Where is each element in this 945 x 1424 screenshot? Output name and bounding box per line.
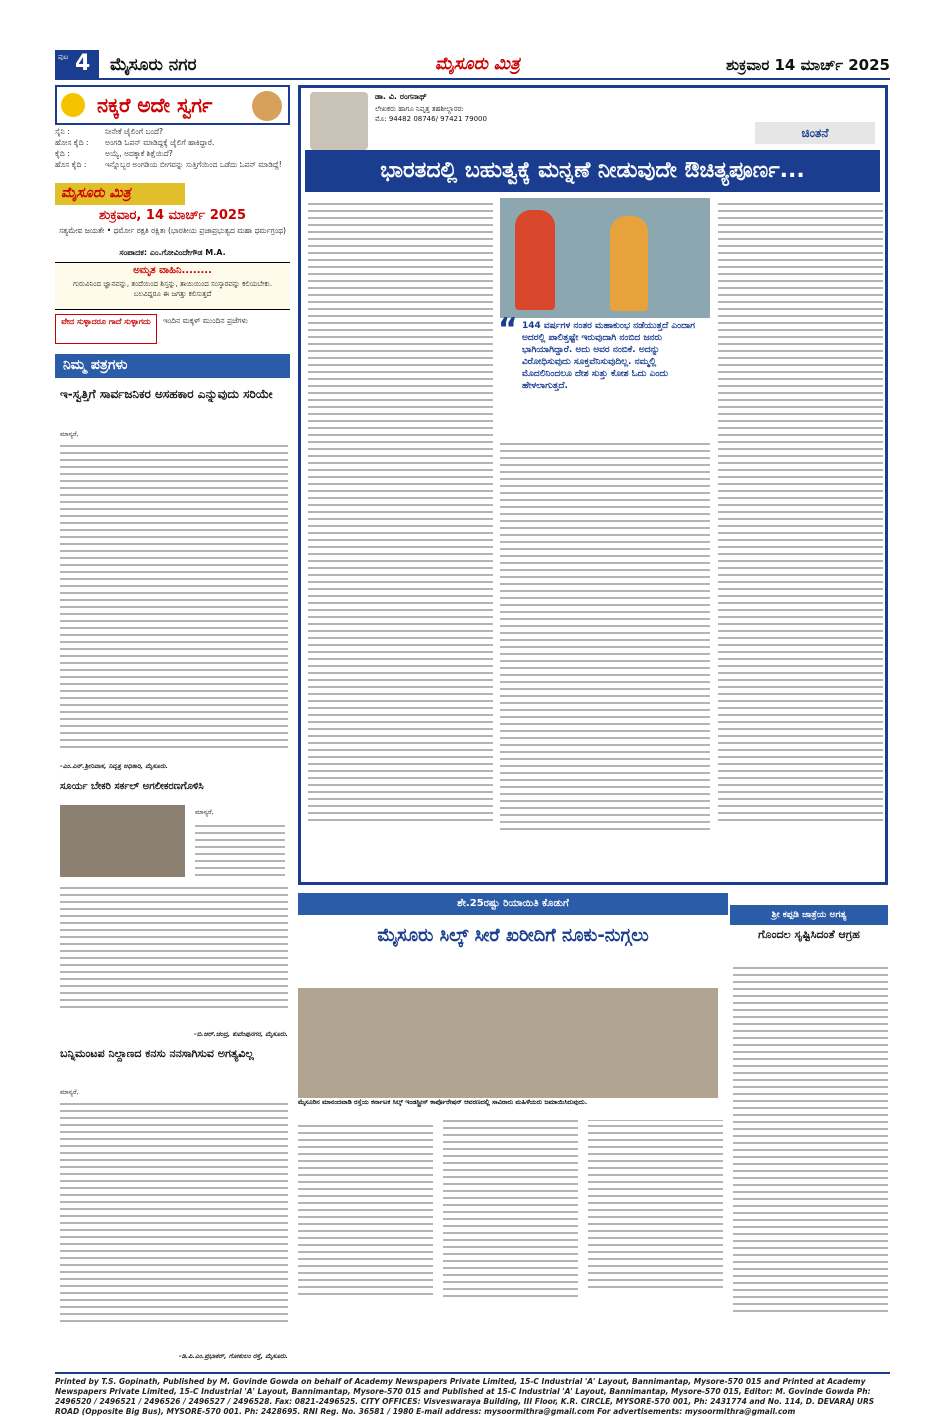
kappada-story-body bbox=[733, 962, 888, 1367]
author-photo bbox=[310, 92, 368, 150]
masthead-subtitle: ಸತ್ಯಮೇವ ಜಯತೇ • ಧರ್ಮೋ ರಕ್ಷತಿ ರಕ್ಷಿತಃ (ಭಾರತೀಯ ಪ್ರಜಾಪ್ರಭುತ್ವದ ಮಹಾ ಧರ್ಮಗ್ರಂಥ) bbox=[59, 226, 286, 235]
column-tag: ಚಿಂತನೆ bbox=[755, 122, 875, 144]
author-phone: ಮೊ: 94482 08746/ 97421 79000 bbox=[375, 115, 487, 123]
article-column bbox=[500, 438, 710, 878]
letter-signature: -ಡಿ.ಪಿ.ಎಂ.ಪ್ರಭಾಕರ್, ಗೋಕುಲಂ ರಸ್ತೆ, ಮೈಸೂರು. bbox=[178, 1352, 288, 1360]
article-column bbox=[308, 198, 493, 878]
imprint-line: Printed by T.S. Gopinath, Published by M. Govinde Gowda on behalf of Academy Newspapers Private Limited, 15-C Industrial 'A' Layout, Bannimantap, Mysore-570 015 and Printed at Academy Newspapers Private Limited, 15-C Industrial 'A' Layout, Bannimantap, Mysore-570 015 and Published at 15-C Industrial 'A' Layout, Bannimantap, Mysore-570 015, Editor: M. Govinde Gowda Ph: 2496520 / 2496521 / 2496526 / 2496527 / 2496528. Fax: 0821-2496525. CITY OFFICES: Visveswaraya Building, III Floor, K.R. CIRCLE, MYSORE-570 001, Ph: 2431774 and No. 114, D. DEVARAJ URS ROAD (Opposite Big Bus), MYSORE-570 001. Ph: 2428695. RNI Reg. No. 36581 / 1980 E-mail address: mysoormithra@gmail.com For advertisements: mysoormithra@gmail.com bbox=[55, 1372, 890, 1416]
amrutha-title: ಅಮೃತ ವಾಹಿನಿ........ bbox=[133, 265, 212, 276]
letters-section-banner: ನಿಮ್ಮ ಪತ್ರಗಳು bbox=[55, 354, 290, 378]
pull-quote-text: 144 ವರ್ಷಗಳ ನಂತರ ಮಹಾಕುಂಭ ನಡೆಯುತ್ತದೆ ಎಂದಾಗ ಅದರಲ್ಲಿ ಪಾಲಿತ್ತಷ್ಟೇ ಇರುವುದಾಗಿ ನಂಬಿದ ಜನರು ಭಾಗಿಯಾಗಿದ್ದಾರೆ. ಅದು ಅವರ ನಂಬಿಕೆ. ಅದನ್ನು ವಿರೋಧಿಸುವುದು ಸೂಕ್ತವೆನಿಸುವುದಿಲ್ಲ. ನಮ್ಮಲ್ಲಿ ಮೊದಲಿನಿಂದಲೂ ದೇಶ ಸುತ್ತು ಕೋಶ ಓದು ಎಂದು ಹೇಳಲಾಗುತ್ತದೆ. bbox=[522, 321, 695, 391]
letter-salutation: ಮಾನ್ಯರೆ, bbox=[60, 430, 79, 438]
silk-story-headline: ಮೈಸೂರು ಸಿಲ್ಕ್ ಸೀರೆ ಖರೀದಿಗೆ ನೂಕು-ನುಗ್ಗಲು bbox=[377, 925, 649, 946]
silk-photo-caption: ಮೈಸೂರಿನ ಮಾನಂದವಾಡಿ ರಸ್ತೆಯ ಕರ್ನಾಟಕ ಸಿಲ್ಕ್ ಇಂಡಸ್ಟ್ರೀಸ್ ಕಾರ್ಪೊರೇಷನ್ ಆವರಣದಲ್ಲಿ ಸಾವಿರಾರು ಮಹಿಳೆಯರು ಜಮಾಯಿಸಿರುವುದು. bbox=[298, 1098, 588, 1106]
letter-body-text bbox=[60, 440, 288, 758]
proverb-box bbox=[55, 312, 290, 344]
masthead-logo: ಮೈಸೂರು ಮಿತ್ರ bbox=[55, 183, 185, 205]
letter-salutation: ಮಾನ್ಯರೆ, bbox=[195, 808, 214, 816]
letter-headline: ಬನ್ನಿಮಂಟಪ ನಿಲ್ದಾಣದ ಕನಸು ನನಸಾಗಿಸುವ ಅಗತ್ಯವಿಲ್ಲ bbox=[60, 1047, 254, 1060]
quote-mark-icon: “ bbox=[498, 312, 518, 347]
joke-line: ಕೈದಿ : ಅಯ್ಯೆ, ಅದಕ್ಕಾಕೆ ಶಿಕ್ಷೆಯಿದೆ? bbox=[55, 149, 173, 158]
page-header bbox=[55, 50, 890, 80]
letter-headline: ಇ-ಸ್ವತ್ತಿಗೆ ಸಾರ್ವಜನಿಕರ ಅಸಹಕಾರ ಎನ್ನುವುದು ಸರಿಯೇ bbox=[60, 387, 273, 401]
masthead-date: ಶುಕ್ರವಾರ, 14 ಮಾರ್ಚ್ 2025 bbox=[98, 208, 247, 223]
nakkare-box bbox=[55, 85, 290, 125]
amrutha-vahini-box bbox=[55, 262, 290, 310]
silk-story-body bbox=[298, 1120, 723, 1365]
joke-dialog bbox=[55, 126, 290, 184]
joke-line: ಹೋಸ ಕೈದಿ : ಅಂಗಡಿ ಓಪನ್ ಮಾಡಿದ್ದಕ್ಕೆ ಜೈಲಿಗೆ ಹಾಕಿದ್ದಾರೆ. bbox=[55, 138, 215, 147]
nakkare-title: ನಕ್ಕರೆ ಅದೇ ಸ್ವರ್ಗ bbox=[97, 93, 213, 117]
proverb-note: ಇಂದಿನ ಮಕ್ಕಳ್ ಮುಂದಿನ ಪ್ರಜೆಗಳು bbox=[163, 316, 248, 325]
masthead-editor: ಸಂಪಾದಕ: ಎಂ.ಗೋವಿಂದೇಗೌಡ M.A. bbox=[119, 248, 226, 257]
letter-headline: ಸೂರ್ಯ ಬೇಕರಿ ಸರ್ಕಲ್ ಅಗಲೀಕರಣಗೊಳಿಸಿ bbox=[60, 781, 204, 792]
joke-line: ಹೊಸ ಕೈದಿ : ಇನ್ನೊಬ್ಬರ ಅಂಗಡಿಯ ಬೀಗವನ್ನು ಸುತ್ತಿಗೆಯಿಂದ ಒಡೆದು ಓಪನ್ ಮಾಡಿದ್ದೆ! bbox=[55, 160, 282, 169]
article-column bbox=[718, 198, 883, 878]
pull-quote bbox=[498, 312, 705, 430]
laughing-face-icon bbox=[61, 93, 85, 117]
kumbh-devotees-photo bbox=[500, 198, 710, 318]
street-traffic-photo bbox=[60, 805, 185, 877]
author-designation: ಲೇಖಕರು ಹಾಗೂ ನಿವೃತ್ತ ತಹಶೀಲ್ದಾರರು bbox=[375, 105, 464, 113]
paper-logo: ಮೈಸೂರು ಮಿತ್ರ bbox=[435, 54, 520, 74]
issue-date: ಶುಕ್ರವಾರ 14 ಮಾರ್ಚ್ 2025 bbox=[726, 56, 890, 74]
amrutha-body: ಗುರುವಿನಿಂದ ಜ್ಞಾನವನ್ನು, ತಂದೆಯಿಂದ ಶಿಸ್ತನ್ನು, ತಾಯಿಯಿಂದ ಸಂಸ್ಕಾರವನ್ನು ಕಲಿಯಬೇಕು. ಬಲವಿದ್ದರೂ ಈ ಜಗತ್ತು ಕಲಿಸುತ್ತದೆ bbox=[73, 280, 272, 298]
letter-body-text bbox=[60, 1098, 288, 1348]
kappada-story-headline: ಗೊಂದಲ ಸೃಷ್ಟಿಸಿದಂತೆ ಆಗ್ರಹ bbox=[758, 928, 860, 941]
letter-signature: -ಎಂ.ಎನ್.ಶ್ರೀನಿವಾಸ, ನಿವೃತ್ತ ಅಧಿಕಾರಿ, ಮೈಸೂರು. bbox=[60, 762, 168, 770]
cartoon-character-icon bbox=[252, 91, 282, 121]
section-name: ಮೈಸೂರು ನಗರ bbox=[110, 55, 197, 75]
letter-signature: -ಬಿ.ಆರ್.ಚಂದ್ರ, ಕುವೆಂಪುನಗರ, ಮೈಸೂರು. bbox=[194, 1030, 288, 1038]
letter-body-text bbox=[60, 882, 288, 1022]
page-label: ಪುಟ bbox=[58, 53, 69, 61]
letter-salutation: ಮಾನ್ಯರೆ, bbox=[60, 1088, 79, 1096]
silk-crowd-photo bbox=[298, 988, 718, 1098]
silk-story-strap: ಶೇ.25ರಷ್ಟು ರಿಯಾಯಿತಿ ಕೊಡುಗೆ bbox=[298, 893, 728, 915]
kappada-story-strap: ಶ್ರೀ ಕಪ್ಪಡಿ ಜಾತ್ರೆಯ ಅಗತ್ಯ bbox=[730, 905, 888, 925]
page-number: 4 bbox=[75, 51, 91, 76]
letter-body-text bbox=[195, 820, 285, 878]
page-number-badge bbox=[55, 50, 99, 78]
joke-line: ಸೈನಿ : ನೀನೇಕೆ ಜೈಲಿಂಗೆ ಬಂದೆ? bbox=[55, 127, 163, 136]
devotee-figure bbox=[610, 216, 648, 311]
feature-headline: ಭಾರತದಲ್ಲಿ ಬಹುತ್ವಕ್ಕೆ ಮನ್ನಣೆ ನೀಡುವುದೇ ಔಚಿತ್ಯಪೂರ್ಣ... bbox=[305, 150, 880, 192]
devotee-figure bbox=[515, 210, 555, 310]
author-info bbox=[375, 104, 487, 124]
author-name: ಡಾ. ವಿ. ರಂಗನಾಥ್ bbox=[375, 92, 427, 101]
proverb-text: ವೇದ ಸುಳ್ಳಾದರೂ ಗಾದೆ ಸುಳ್ಳಾಗದು bbox=[55, 314, 157, 344]
